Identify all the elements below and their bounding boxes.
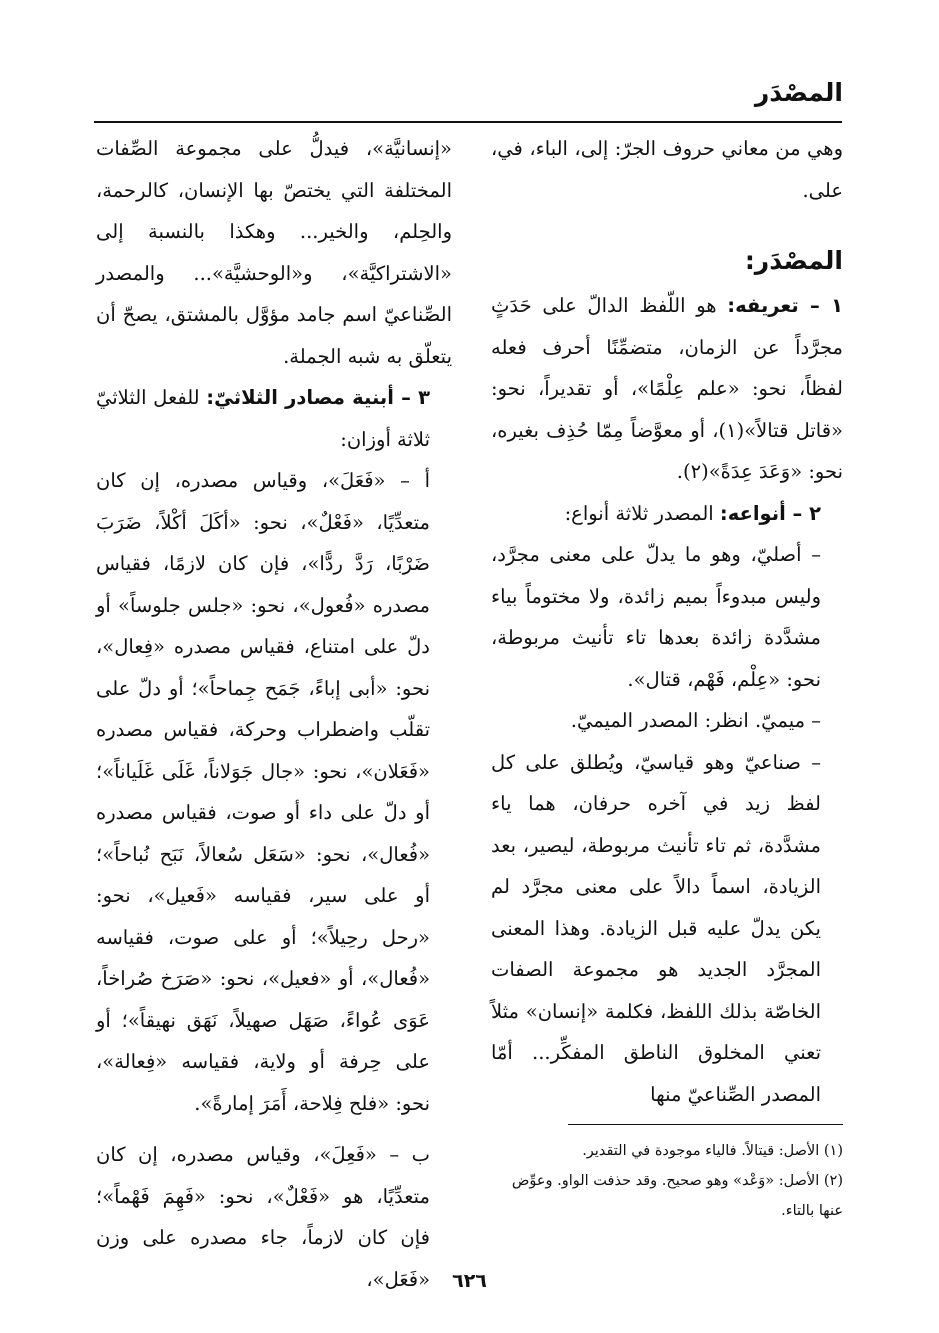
intro-paragraph: وهي من معاني حروف الجرّ: إلى، الباء، في، على.: [491, 137, 843, 202]
continuation-paragraph: «إنسانيَّة»، فيدلُّ على مجموعة الصِّفات المختلفة التي يختصّ بها الإنسان، كالرحمة، والحِلم، والخير... وهكذا بالنسبة إلى «الاشتراكيَّة»، و«الوحشيَّة»... والمصدر الصِّناعيّ اسم جامد مؤوَّل بالمشتق، يصحّ أن يتعلّق به شبه الجملة.: [96, 137, 452, 368]
footnote-2: (٢) الأصل: «وَعْد» وهو صحيح. وقد حذفت الواو. وعوِّض عنها بالتاء.: [511, 1173, 843, 1219]
paragraph-b: ب – «فَعِلَ»، وقياس مصدره، إن كان متعدِّيًا، هو «فَعْلٌ»، نحو: «فَهِمَ فَهْماً»؛ فإن كان لازماً، جاء مصدره على وزن «فَعَل»،: [96, 1143, 430, 1291]
section3-text: للفعل الثلاثيّ ثلاثة أوزان:: [96, 386, 430, 451]
header-rule: [94, 121, 842, 123]
definition-label: ١ – تعريفه:: [727, 294, 843, 317]
section3-label: ٣ – أبنية مصادر الثلاثيّ:: [206, 386, 431, 409]
section3-paragraph: [96, 377, 452, 460]
types-label: ٢ – أنواعه:: [719, 501, 821, 525]
type-industrial: – صناعيّ وهو قياسيّ، ويُطلق على كل لفظ زيد في آخره حرفان، هما ياء مشدَّدة، ثم تاء تأنيث مربوطة، ليصير، بعد الزيادة، اسماً دالاً على معنى مجرَّد لم يكن يدلّ عليه قبل الزيادة. وهذا المعنى المجرَّد الجديد هو مجموعة الصفات الخاصّة بذلك اللفظ، فكلمة «إنسان» مثلاً تعني المخلوق الناطق المفكِّر... أمّا المصدر الصِّناعيّ منها: [491, 750, 821, 1106]
definition-text: هو اللّفظ الدالّ على حَدَثٍ مجرَّداً عن الزمان، متضمِّنًا أحرف فعله لفظاً، نحو: «علم عِلْمًا»، أو تقديراً، نحو: «قاتل قتالاً»(١)، أو معوَّضاً مِمّا حُذِف بغيره، نحو: «وَعَدَ عِدَةً»(٢).: [491, 294, 843, 483]
footnote-1: (١) الأصل: قيتالاً. فالياء موجودة في التقدير.: [582, 1143, 843, 1159]
left-column: [96, 128, 452, 1300]
types-text: المصدر ثلاثة أنواع:: [564, 501, 714, 525]
footnotes: [491, 1136, 843, 1226]
types-paragraph: [491, 493, 843, 535]
footnote-rule: [568, 1124, 843, 1125]
type-mimi: – ميميّ. انظر: المصدر الميميّ.: [570, 709, 821, 732]
paragraph-a: أ – «فَعَلَ»، وقياس مصدره، إن كان متعدِّيًا، «فَعْلٌ»، نحو: «أكَلَ أكْلاً، ضَرَبَ ضَرْبًا، رَدَّ ردًّا»، فإن كان لازمًا، فقياس مصدره «فُعول»، نحو: «جلس جلوساً» أو دلّ على امتناع، فقياس مصدره «فِعال»، نحو: «أبى إباءً، جَمَح جِماحاً»؛ أو دلّ على تقلّب واضطراب وحركة، فقياس مصدره «فَعَلان»، نحو: «جال جَوَلاناً، غَلَى غَلَياناً»؛ أو دلّ على داء أو صوت، فقياس مصدره «فُعال»، نحو: «سَعَل سُعالاً، نَبَح نُباحاً»؛ أو على سير، فقياسه «فَعيل»، نحو: «رحل رحِيلاً»؛ أو على صوت، فقياسه «فُعال»، أو «فعيل»، نحو: «صَرَخ صُراخاً، عَوَى عُواءً، صَهَل صهيلاً، نَهَق نهيقاً»؛ أو على حِرفة أو ولاية، فقياسه «فِعالة»، نحو: «فلح فِلاحة، أَمَرَ إمارةً».: [96, 469, 430, 1115]
section-heading: المصْدَر:: [744, 246, 843, 275]
page-number: ٦٢٦: [452, 1270, 487, 1292]
type-original: – أصليّ، وهو ما يدلّ على معنى مجرَّد، وليس مبدوءاً بميم زائدة، ولا مختوماً بياء مشدَّدة زائدة بعدها تاء تأنيث مربوطة، نحو: «عِلْم، فَهْم، قتال».: [491, 543, 821, 691]
right-column: [491, 128, 843, 1115]
running-head: المصْدَر: [754, 78, 843, 107]
definition-paragraph: [491, 285, 843, 493]
